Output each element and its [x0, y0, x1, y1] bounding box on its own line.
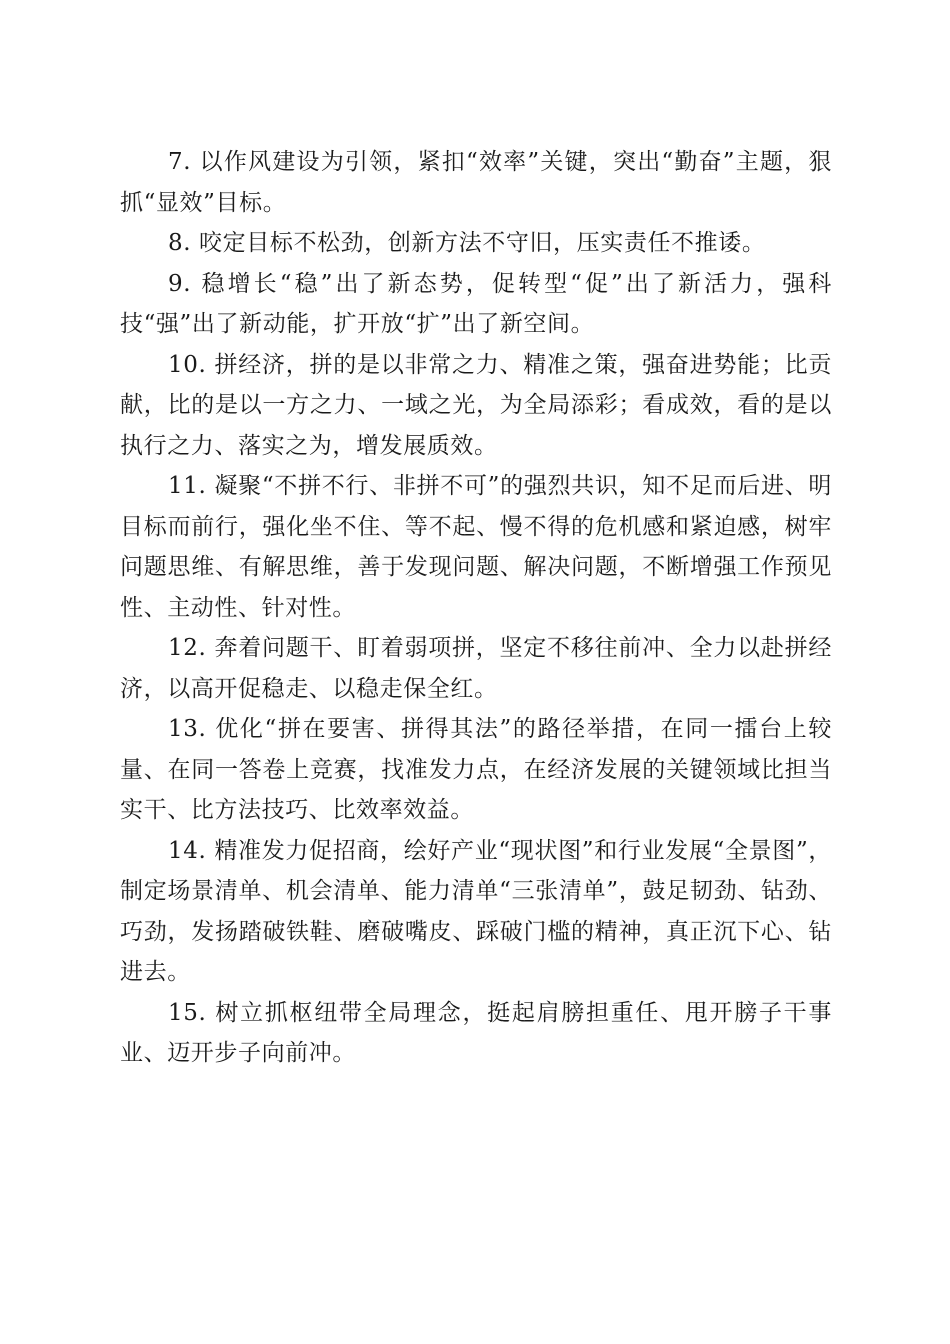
paragraph-8: 8. 咬定目标不松劲，创新方法不守旧，压实责任不推诿。 — [168, 230, 766, 256]
paragraph-11: 11. 凝聚“不拼不行、非拼不可”的强烈共识，知不足而后进、明目标而前行，强化坐不住、等不起、慢不得的危机感和紧迫感，树牢问题思维、有解思维，善于发现问题、解决问题，不断增强工作预见性、主动性、针对性。 — [120, 473, 832, 621]
paragraph-13: 13. 优化“拼在要害、拼得其法”的路径举措，在同一擂台上较量、在同一答卷上竞赛，找准发力点，在经济发展的关键领域比担当实干、比方法技巧、比效率效益。 — [120, 716, 832, 823]
paragraph-10: 10. 拼经济，拼的是以非常之力、精准之策，强奋进势能；比贡献，比的是以一方之力、一域之光，为全局添彩；看成效，看的是以执行之力、落实之为，增发展质效。 — [120, 351, 832, 459]
paragraph-7: 7. 以作风建设为引领，紧扣“效率”关键，突出“勤奋”主题，狠抓“显效”目标。 — [120, 149, 832, 216]
document-body — [120, 142, 832, 1074]
paragraph-12: 12. 奔着问题干、盯着弱项拼，坚定不移往前冲、全力以赴拼经济，以高开促稳走、以稳走保全红。 — [120, 635, 832, 702]
paragraph-9: 9. 稳增长“稳”出了新态势，促转型“促”出了新活力，强科技“强”出了新动能，扩开放“扩”出了新空间。 — [120, 270, 832, 337]
paragraph-14: 14. 精准发力促招商，绘好产业“现状图”和行业发展“全景图”，制定场景清单、机会清单、能力清单“三张清单”，鼓足韧劲、钻劲、巧劲，发扬踏破铁鞋、磨破嘴皮、踩破门槛的精神，真正沉下心、钻进去。 — [120, 837, 832, 985]
paragraph-15: 15. 树立抓枢纽带全局理念，挺起肩膀担重任、甩开膀子干事业、迈开步子向前冲。 — [120, 999, 832, 1066]
